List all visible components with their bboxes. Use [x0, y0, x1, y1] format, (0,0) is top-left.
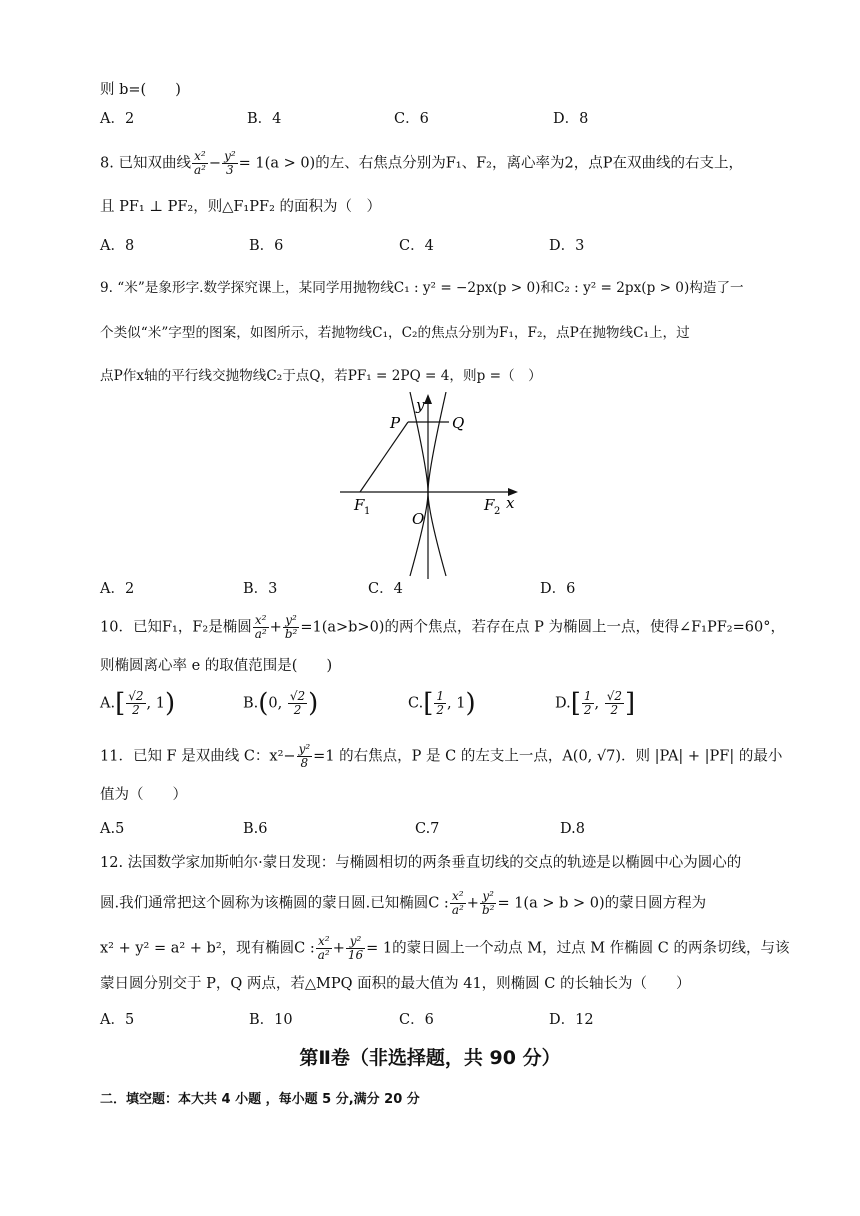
q9-line1: 9. “米”是象形字.数学探究课上，某同学用抛物线C₁ : y² = −2px(p > 0)和C₂ : y² = 2px(p > 0)构造了一	[100, 280, 744, 296]
q9-option-a: A．2	[100, 581, 135, 597]
q10-option-c: C.[ $\frac{1}{2}$ , 1)	[408, 688, 476, 719]
q7-option-d: D．8	[553, 111, 589, 127]
q9-option-d: D．6	[540, 581, 576, 597]
label-o: O	[412, 510, 425, 528]
q8-option-a: A．8	[100, 238, 135, 254]
q12-option-d: D．12	[549, 1012, 594, 1028]
q12-line1: 12. 法国数学家加斯帕尔·蒙日发现：与椭圆相切的两条垂直切线的交点的轨迹是以椭圆中心为圆心的	[100, 855, 742, 871]
q11-option-b: B.6	[243, 821, 268, 837]
q8-frac2: $\frac{\text{y²}}{3}$	[224, 149, 236, 177]
q7-option-a: A．2	[100, 111, 135, 127]
q7-option-c: C．6	[394, 111, 429, 127]
label-f1: F	[354, 496, 365, 514]
parabola-c2	[428, 392, 446, 576]
q11-option-d: D.8	[560, 821, 585, 837]
label-f2-sub: 2	[494, 506, 501, 517]
q9-figure	[340, 392, 530, 584]
q10-frac2: $\frac{\text{y²}}{\text{b²}}$	[284, 613, 298, 641]
q11-line1: 11．已知 F 是双曲线 C：x²− $\frac{\text{y²}}{8}$ =1 的右焦点，P 是 C 的左支上一点，A(0, √7)．则 |PA| + |PF| 的最小	[100, 742, 783, 770]
q12-option-a: A．5	[100, 1012, 135, 1028]
label-x: x	[506, 494, 515, 512]
parabola-c1	[410, 392, 428, 576]
q10-frac1: $\frac{\text{x²}}{\text{a²}}$	[254, 613, 267, 641]
label-p: P	[390, 414, 401, 432]
parabola-figure	[340, 392, 530, 580]
label-q: Q	[452, 414, 465, 432]
q9-line2: 个类似“米”字型的图案，如图所示，若抛物线C₁，C₂的焦点分别为F₁，F₂，点P在抛物线C₁上，过	[100, 325, 690, 341]
q8-option-c: C．4	[399, 238, 434, 254]
y-axis-arrow	[424, 394, 432, 404]
q9-option-b: B．3	[243, 581, 278, 597]
q9-line3: 点P作x轴的平行线交抛物线C₂于点Q，若PF₁ = 2PQ = 4，则p =（ ）	[100, 368, 542, 384]
q8-prefix: 8. 已知双曲线	[100, 155, 191, 172]
q8-line2: 且 PF₁ ⊥ PF₂，则△F₁PF₂ 的面积为（ ）	[100, 199, 381, 215]
q10-option-b: B.(0, $\frac{√2}{2}$ )	[243, 688, 319, 719]
q11-option-a: A.5	[100, 821, 125, 837]
q10-option-d: D.[ $\frac{1}{2}$ , $\frac{√2}{2}$ ]	[555, 688, 636, 719]
q7-option-b: B．4	[247, 111, 282, 127]
q10-option-a: A.[ $\frac{√2}{2}$ , 1)	[100, 688, 176, 719]
q12-option-b: B．10	[249, 1012, 293, 1028]
label-f2: F	[484, 496, 495, 514]
q7-tail: 则 b=( )	[100, 82, 181, 98]
q8-option-d: D．3	[549, 238, 585, 254]
section-title: 第Ⅱ卷（非选择题，共 90 分）	[299, 1047, 561, 1069]
q11-line2: 值为（ ）	[100, 787, 187, 803]
q12-line3: x² + y² = a² + b²，现有椭圆C : $\frac{\text{x²}}{\text{a²}}$ + $\frac{\text{y²}}{16}$ = 1的蒙日圆上一个动点 M，过点 M 作椭圆 C 的两条切线，与该	[100, 934, 790, 962]
q8-line1: 8. 已知双曲线 $\frac{\text{x²}}{\text{a²}}$ − $\frac{\text{y²}}{3}$ = 1(a > 0)的左、右焦点分别为F₁、F₂，离心率为2，点P在双曲线的右支上，	[100, 149, 743, 177]
segment-pf1	[360, 422, 408, 492]
q11-option-c: C.7	[415, 821, 440, 837]
q10-line2: 则椭圆离心率 e 的取值范围是( )	[100, 658, 333, 674]
q8-option-b: B．6	[249, 238, 284, 254]
q11-frac: $\frac{\text{y²}}{8}$	[298, 742, 311, 770]
q12-option-c: C．6	[399, 1012, 434, 1028]
q10-line1: 10．已知F₁，F₂是椭圆 $\frac{\text{x²}}{\text{a²}}$ + $\frac{\text{y²}}{\text{b²}}$ =1(a>b>0)的两个焦点，若存在点 P 为椭圆上一点，使得∠F₁PF₂=60°，	[100, 613, 785, 641]
section-subtitle: 二．填空题：本大共 4 小题 ，每小题 5 分,满分 20 分	[100, 1092, 420, 1107]
q12-line4: 蒙日圆分别交于 P，Q 两点，若△MPQ 面积的最大值为 41，则椭圆 C 的长轴长为（ ）	[100, 976, 691, 992]
q8-frac1: $\frac{\text{x²}}{\text{a²}}$	[193, 149, 206, 177]
q12-line2: 圆.我们通常把这个圆称为该椭圆的蒙日圆.已知椭圆C : $\frac{\text{x²}}{\text{a²}}$ + $\frac{\text{y²}}{\text{b²}}$ = 1(a > b > 0)的蒙日圆方程为	[100, 889, 707, 917]
label-f1-sub: 1	[364, 506, 371, 517]
label-y: y	[416, 396, 425, 414]
q9-option-c: C．4	[368, 581, 403, 597]
